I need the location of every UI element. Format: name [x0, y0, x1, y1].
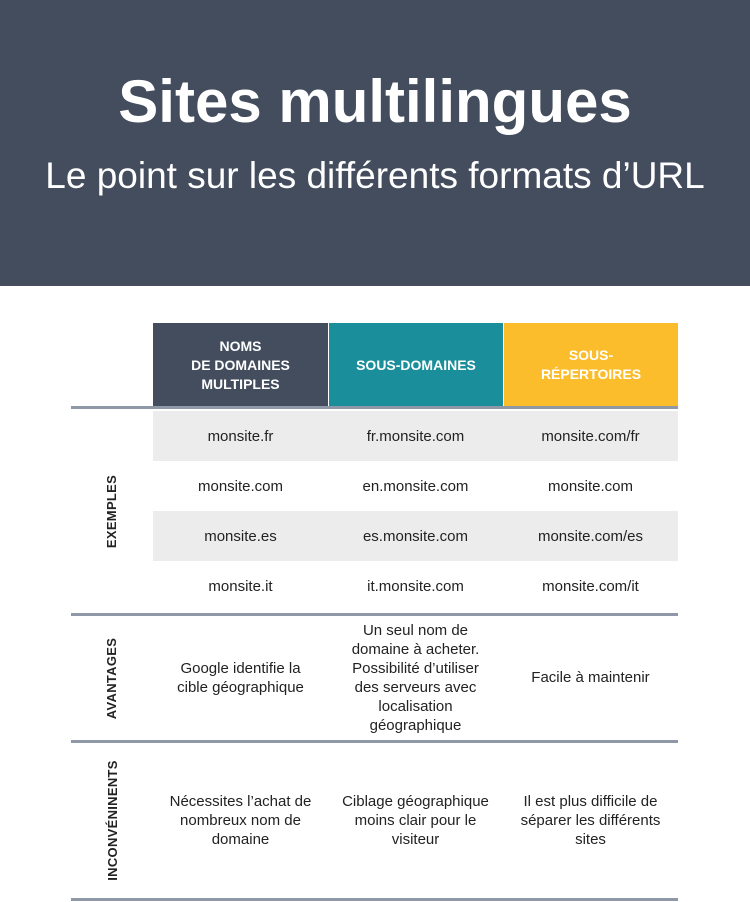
table-cell	[328, 561, 503, 611]
table-cell	[328, 617, 503, 738]
cell-text: Un seul nom de domaine à acheter. Possibilité d’utiliser des serveurs avec localisation géographique	[351, 621, 480, 734]
column-header-subdirectories	[504, 323, 678, 407]
table-cell	[153, 561, 328, 611]
table-cell	[503, 461, 678, 511]
table-cell	[503, 561, 678, 611]
section-divider	[71, 898, 678, 901]
column-header-label: SOUS-RÉPERTOIRES	[540, 347, 642, 382]
column-header-label: SOUS-DOMAINES	[356, 356, 476, 373]
page-title: Sites multilingues	[118, 68, 632, 135]
cell-text: monsite.com/it	[542, 577, 639, 595]
cell-text: Il est plus difficile de séparer les différents sites	[520, 792, 661, 848]
cell-text: monsite.com/fr	[541, 427, 640, 445]
cell-text: monsite.fr	[207, 427, 274, 445]
header-banner	[0, 0, 750, 286]
table-cell	[328, 461, 503, 511]
cell-text: monsite.it	[208, 577, 273, 595]
section-label-text: INCONVÉNINENTS	[104, 759, 120, 881]
cell-text: en.monsite.com	[362, 477, 469, 495]
cell-text: Facile à maintenir	[531, 669, 650, 686]
cell-text: it.monsite.com	[367, 577, 464, 595]
table-cell	[328, 411, 503, 461]
cell-text: monsite.es	[204, 527, 277, 545]
cell-text: Google identifie la cible géographique	[177, 659, 304, 696]
cell-text: monsite.com	[547, 477, 634, 495]
table-cell	[503, 411, 678, 461]
cell-text: monsite.com	[197, 477, 284, 495]
section-label-disadvantages	[100, 744, 124, 896]
page-subtitle: Le point sur les différents formats d’URL	[45, 155, 705, 196]
cell-text: Ciblage géographique moins clair pour le visiteur	[342, 792, 489, 848]
cell-text: es.monsite.com	[362, 527, 469, 545]
table-cell	[328, 744, 503, 896]
column-header-label: NOMS DE DOMAINES MULTIPLES	[191, 337, 290, 392]
table-cell	[503, 617, 678, 738]
column-header-multiple-domains	[153, 323, 328, 407]
table-cell	[153, 461, 328, 511]
cell-text: monsite.com/es	[537, 527, 644, 545]
table-cell	[503, 511, 678, 561]
section-label-examples	[100, 411, 124, 612]
section-divider	[71, 740, 678, 743]
section-label-text: AVANTAGES	[104, 637, 120, 719]
section-label-text: EXEMPLES	[104, 474, 120, 549]
cell-text: Nécessites l’achat de nombreux nom de domaine	[169, 792, 312, 848]
table-cell	[328, 511, 503, 561]
section-label-advantages	[100, 617, 124, 739]
table-cell	[153, 617, 328, 738]
table-cell	[153, 744, 328, 896]
column-header-subdomains	[329, 323, 503, 407]
section-divider	[71, 406, 678, 409]
table-cell	[503, 744, 678, 896]
table-cell	[153, 411, 328, 461]
section-divider	[71, 613, 678, 616]
cell-text: fr.monsite.com	[366, 427, 465, 445]
table-cell	[153, 511, 328, 561]
